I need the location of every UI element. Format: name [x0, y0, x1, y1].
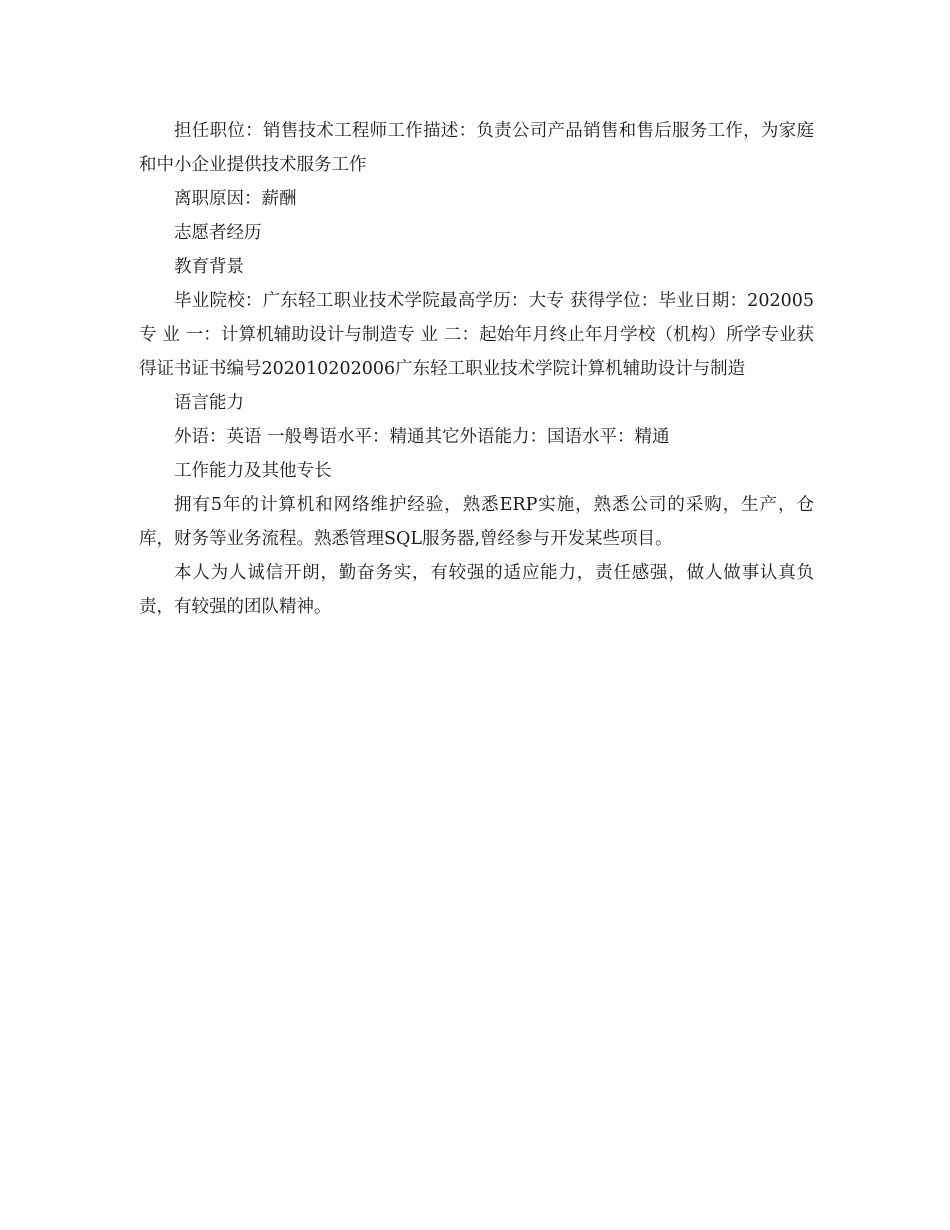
education-details-paragraph: 毕业院校：广东轻工职业技术学院最高学历：大专 获得学位：毕业日期：202005专 业 一：计算机辅助设计与制造专 业 二：起始年月终止年月学校（机构）所学专业获得证书证书编号202010202006广东轻工职业技术学院计算机辅助设计与制造 — [139, 291, 814, 379]
document-page — [139, 114, 814, 624]
volunteer-experience-heading: 志愿者经历 — [174, 223, 262, 243]
leaving-reason-paragraph: 离职原因：薪酬 — [174, 189, 297, 209]
skills-paragraph: 拥有5年的计算机和网络维护经验，熟悉ERP实施，熟悉公司的采购，生产，仓库，财务等业务流程。熟悉管理SQL服务器,曾经参与开发某些项目。 — [139, 495, 814, 549]
language-ability-heading: 语言能力 — [174, 393, 244, 413]
self-evaluation-paragraph: 本人为人诚信开朗，勤奋务实，有较强的适应能力，责任感强，做人做事认真负责，有较强的团队精神。 — [139, 563, 814, 617]
position-description-paragraph: 担任职位：销售技术工程师工作描述：负责公司产品销售和售后服务工作，为家庭和中小企业提供技术服务工作 — [139, 121, 814, 175]
language-details-paragraph: 外语：英语 一般粤语水平：精通其它外语能力：国语水平：精通 — [174, 427, 670, 447]
education-background-heading: 教育背景 — [174, 257, 244, 277]
skills-heading: 工作能力及其他专长 — [174, 461, 332, 481]
